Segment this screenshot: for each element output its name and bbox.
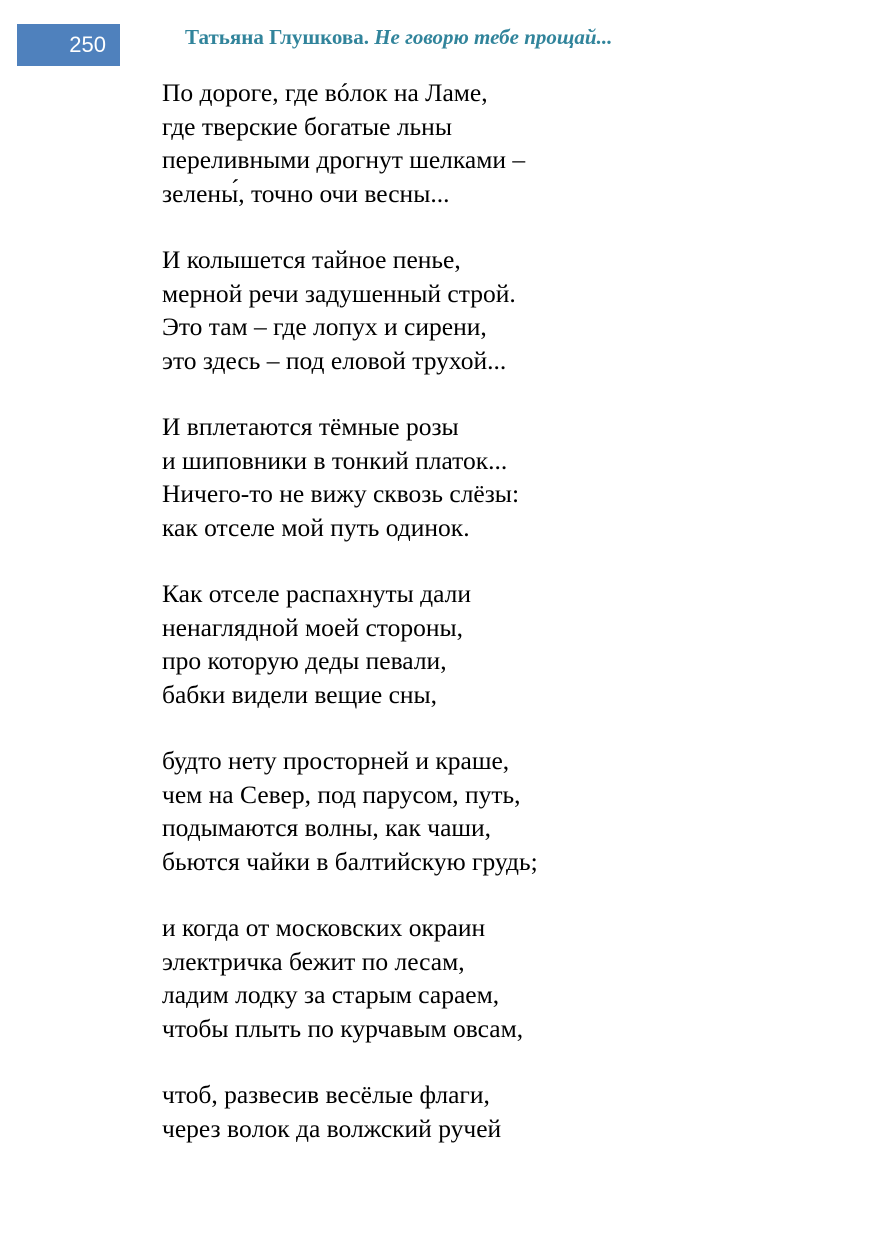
poem-line: чтобы плыть по курчавым овсам, [162,1013,524,1043]
running-header [185,25,612,50]
poem-line: будто нету просторней и краше, [162,746,510,775]
poem-line: и шиповники в тонкий платок... [162,445,508,475]
poem-line: чтоб, развесив весёлые флаги, [162,1080,490,1109]
poem-line: бабки видели вещие сны, [162,679,438,709]
poem-line: зелены́, точно очи весны... [162,178,450,208]
header-author: Татьяна Глушкова. [185,25,369,49]
poem-line: это здесь – под еловой трухой... [162,345,507,375]
poem-line: ненаглядной моей стороны, [162,612,464,642]
page-number-badge: 250 [17,24,120,66]
header-title: Не говорю тебе прощай... [374,25,613,49]
stanza [162,243,842,377]
poem-line: мерной речи задушенный строй. [162,278,516,308]
poem-line: И колышется тайное пенье, [162,245,461,274]
poem-line: бьются чайки в балтийскую грудь; [162,846,538,876]
stanza [162,76,842,210]
poem-line: как отселе мой путь одинок. [162,512,470,542]
poem-line: И вплетаются тёмные розы [162,412,459,441]
stanza [162,911,842,1045]
poem-line: По дороге, где вóлок на Ламе, [162,78,488,107]
poem-line: Это там – где лопух и сирени, [162,312,487,341]
poem-line: ладим лодку за старым сараем, [162,980,500,1009]
poem-line: через вoлок да волжский ручей [162,1113,502,1143]
poem-line: и когда от московских окраин [162,913,486,942]
poem-line: подымаются волны, как чаши, [162,813,492,842]
stanza [162,1078,842,1145]
poem-line: Как отселе распахнуты дали [162,579,472,608]
poem-line: переливными дрогнут шелками – [162,145,526,174]
stanza [162,410,842,544]
poem-line: где тверские богатые льны [162,111,452,141]
poem-body [162,76,842,1178]
stanza [162,744,842,878]
stanza [162,577,842,711]
poem-line: электричка бежит по лесам, [162,946,465,976]
poem-line: чем на Север, под парусом, путь, [162,779,521,809]
poem-line: Ничего-то не вижу сквозь слёзы: [162,479,520,508]
poem-line: про которую деды певали, [162,646,447,675]
